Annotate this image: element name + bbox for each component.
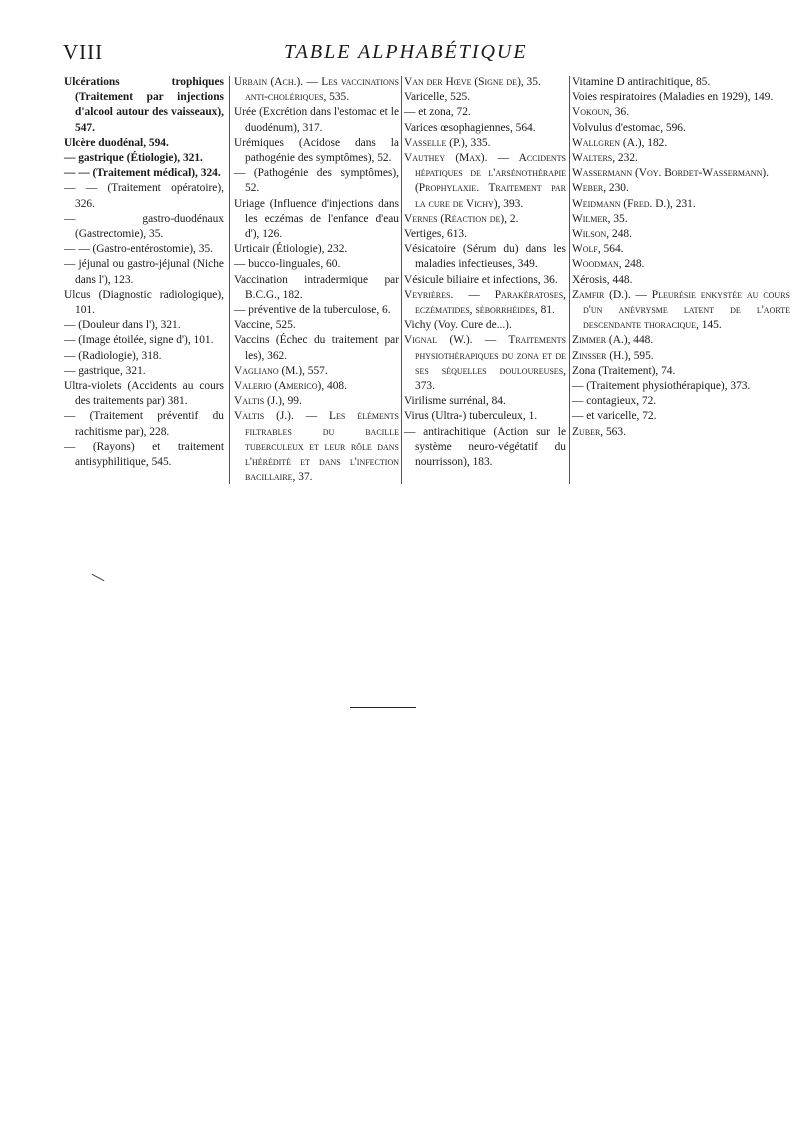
page-number: VIII bbox=[63, 40, 104, 64]
index-entry: Vignal (W.). — Traitements physiothérapiques du zona et de ses séquelles douloureuses, 373. bbox=[404, 334, 566, 393]
index-entry: Zona (Traitement), 74. bbox=[572, 364, 676, 377]
index-entry: Van der Hœve (Signe de), 35. bbox=[404, 76, 541, 88]
stray-ink-mark bbox=[92, 574, 105, 581]
index-entry: — (Pathogénie des symptômes), 52. bbox=[234, 167, 399, 195]
index-entry: Volvulus d'estomac, 596. bbox=[572, 121, 686, 134]
index-entry: Ulcérations trophiques (Traitement par injections d'alcool autour des vaisseaux), 547. bbox=[64, 76, 224, 134]
index-column-2 bbox=[234, 75, 399, 485]
index-entry: — bucco-linguales, 60. bbox=[234, 258, 341, 271]
index-entry: Voies respiratoires (Maladies en 1929), 149. bbox=[572, 91, 774, 104]
index-entry: — préventive de la tuberculose, 6. bbox=[234, 304, 391, 317]
index-entry: Veyrières. — Parakératoses, eczématides, séborrhéides, 81. bbox=[404, 288, 566, 317]
index-entry: Wassermann (Voy. Bordet-Wassermann). bbox=[572, 167, 770, 180]
index-entry: Ulcus (Diagnostic radiologique), 101. bbox=[64, 288, 224, 317]
index-entry: Vertiges, 613. bbox=[404, 228, 467, 241]
index-column-3 bbox=[404, 75, 566, 470]
index-entry: Vésicatoire (Sérum du) dans les maladies infectieuses, 349. bbox=[404, 243, 566, 271]
index-entry: Varices œsophagiennes, 564. bbox=[404, 121, 536, 134]
index-entry: Valtis (J.), 99. bbox=[234, 395, 302, 408]
index-entry: Vitamine D antirachitique, 85. bbox=[572, 76, 711, 88]
index-entry: Vésicule biliaire et infections, 36. bbox=[404, 273, 558, 286]
index-columns bbox=[64, 75, 790, 485]
index-entry: — (Rayons) et traitement antisyphilitique, 545. bbox=[64, 440, 224, 469]
index-entry: — gastrique, 321. bbox=[64, 364, 146, 377]
index-entry: Urbain (Ach.). — Les vaccinations anti-cholériques, 535. bbox=[234, 76, 399, 104]
index-entry: Vauthey (Max). — Accidents hépatiques de l'arsénothérapie (Prophylaxie. Traitement par la cure de Vichy), 393. bbox=[404, 152, 566, 210]
index-entry: Vagliano (M.), 557. bbox=[234, 364, 328, 377]
index-entry: — — (Gastro-entérostomie), 35. bbox=[64, 243, 213, 256]
index-entry: Wilson, 248. bbox=[572, 228, 632, 241]
index-entry: — (Traitement physiothérapique), 373. bbox=[572, 380, 751, 393]
index-entry: Walters, 232. bbox=[572, 152, 638, 165]
index-column-1 bbox=[64, 75, 224, 470]
index-entry: — antirachitique (Action sur le système neuro-végétatif du nourrisson), 183. bbox=[404, 425, 566, 469]
index-entry: Weber, 230. bbox=[572, 182, 629, 195]
index-entry: Vaccins (Échec du traitement par les), 362. bbox=[234, 334, 399, 362]
index-entry: Vaccination intradermique par B.C.G., 182. bbox=[234, 273, 399, 301]
index-entry: Ultra-violets (Accidents au cours des traitements par) 381. bbox=[64, 380, 224, 408]
index-entry: Uriage (Influence d'injections dans les eczémas de l'enfance d'eau d'), 126. bbox=[234, 197, 399, 241]
index-entry: — jéjunal ou gastro-jéjunal (Niche dans l'), 123. bbox=[64, 258, 224, 286]
end-rule bbox=[350, 707, 416, 708]
index-entry: — contagieux, 72. bbox=[572, 395, 657, 408]
index-entry: Weidmann (Fred. D.), 231. bbox=[572, 197, 696, 210]
index-entry: Ulcère duodénal, 594. bbox=[64, 136, 169, 149]
index-entry: — (Douleur dans l'), 321. bbox=[64, 319, 181, 332]
index-entry: Varicelle, 525. bbox=[404, 91, 471, 104]
index-entry: Zinsser (H.), 595. bbox=[572, 349, 654, 362]
index-entry: — et zona, 72. bbox=[404, 106, 471, 119]
index-entry: Vokoun, 36. bbox=[572, 106, 630, 119]
index-entry: Vasselle (P.), 335. bbox=[404, 136, 491, 149]
index-entry: Wilmer, 35. bbox=[572, 212, 628, 225]
index-entry: Woodman, 248. bbox=[572, 258, 645, 271]
index-entry: Xérosis, 448. bbox=[572, 273, 633, 286]
index-entry: Wallgren (A.), 182. bbox=[572, 136, 668, 149]
index-entry: Virilisme surrénal, 84. bbox=[404, 395, 506, 408]
index-entry: Valtis (J.). — Les éléments filtrables du bacille tuberculeux et leur rôle dans l'hérédité et dans l'infection bacillaire, 37. bbox=[234, 410, 399, 484]
index-entry: Vaccine, 525. bbox=[234, 319, 296, 332]
index-entry: — gastro-duodénaux (Gastrectomie), 35. bbox=[64, 212, 224, 241]
index-entry: Vernes (Réaction de), 2. bbox=[404, 212, 519, 225]
index-entry: — (Traitement préventif du rachitisme par), 228. bbox=[64, 410, 224, 438]
index-entry: Wolf, 564. bbox=[572, 243, 624, 256]
index-entry: — gastrique (Étiologie), 321. bbox=[64, 152, 203, 165]
index-entry: Zuber, 563. bbox=[572, 425, 626, 438]
index-entry: Valerio (Americo), 408. bbox=[234, 380, 347, 393]
index-entry: Zimmer (A.), 448. bbox=[572, 334, 654, 347]
index-entry: — — (Traitement opératoire), 326. bbox=[64, 182, 224, 210]
index-entry: — (Image étoilée, signe d'), 101. bbox=[64, 334, 214, 347]
index-column-4 bbox=[572, 75, 790, 440]
running-title: TABLE ALPHABÉTIQUE bbox=[284, 41, 528, 63]
index-entry: Vichy (Voy. Cure de...). bbox=[404, 319, 512, 332]
index-entry: Urée (Excrétion dans l'estomac et le duodénum), 317. bbox=[234, 106, 399, 134]
index-entry: Zamfir (D.). — Pleurésie enkystée au cours d'un anévrysme latent de l'aorte descendante thoracique, 145. bbox=[572, 288, 790, 332]
index-entry: — — (Traitement médical), 324. bbox=[64, 167, 221, 180]
index-entry: Urémiques (Acidose dans la pathogénie des symptômes), 52. bbox=[234, 136, 399, 165]
index-entry: Virus (Ultra-) tuberculeux, 1. bbox=[404, 410, 538, 423]
index-entry: — (Radiologie), 318. bbox=[64, 349, 162, 362]
index-entry: — et varicelle, 72. bbox=[572, 410, 657, 423]
index-entry: Urticair (Étiologie), 232. bbox=[234, 243, 348, 256]
